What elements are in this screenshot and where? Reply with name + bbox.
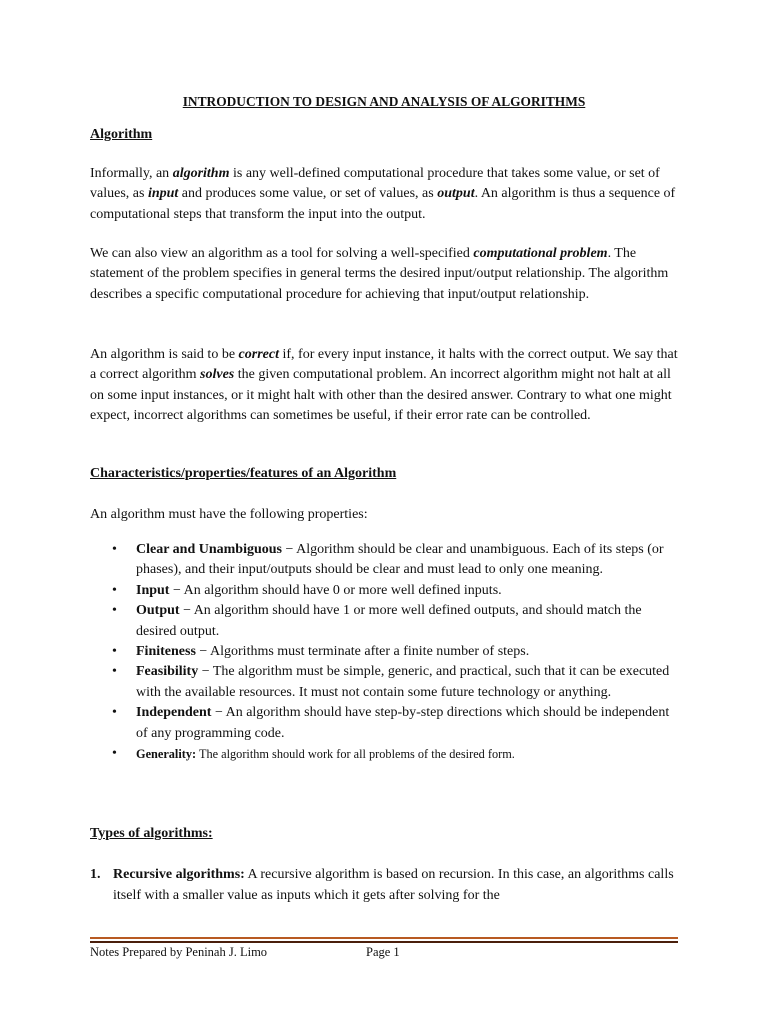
footer-rule-top	[90, 937, 678, 939]
property-text: − An algorithm should have 0 or more well defined inputs.	[169, 582, 502, 598]
property-term: Input	[136, 582, 170, 598]
bullet-icon: •	[112, 664, 117, 680]
footer-rule-bottom	[90, 941, 678, 943]
keyword-algorithm: algorithm	[172, 166, 230, 181]
keyword-input: input	[147, 186, 179, 202]
keyword-output: output	[437, 186, 475, 202]
item-number: 1.	[90, 867, 101, 882]
paragraph-computational-problem	[90, 244, 682, 305]
list-item	[90, 601, 682, 642]
paragraph-correctness	[90, 345, 682, 427]
item-text: A recursive algorithm is based on recursion. In this case, an algorithms calls itself with a smaller value as inputs which it gets after solving for the	[113, 867, 674, 903]
paragraph-definition	[90, 164, 682, 225]
section-heading-characteristics: Characteristics/properties/features of an Algorithm	[90, 466, 397, 481]
list-item	[90, 581, 682, 601]
bullet-icon: •	[112, 746, 117, 762]
property-text: − An algorithm should have 1 or more well defined outputs, and should match the desired output.	[136, 603, 642, 639]
paragraph-text: Informally, an	[90, 166, 173, 181]
properties-intro: An algorithm must have the following properties:	[90, 507, 368, 522]
paragraph-text: is any well-defined computational procedure that takes some value, or set of values, as	[90, 166, 660, 202]
bullet-icon: •	[112, 603, 117, 619]
property-term: Feasibility	[136, 664, 199, 680]
property-text: − The algorithm must be simple, generic, and practical, such that it can be executed with the available resources. It must not contain some future technology or anything.	[136, 664, 670, 700]
properties-list	[90, 540, 682, 764]
bullet-icon: •	[112, 644, 117, 660]
keyword-correct: correct	[238, 347, 279, 362]
paragraph-text: and produces some value, or set of values, as	[178, 186, 438, 202]
property-term: Generality:	[136, 747, 197, 762]
property-text: The algorithm should work for all problems of the desired form.	[196, 747, 515, 762]
document-title: INTRODUCTION TO DESIGN AND ANALYSIS OF ALGORITHMS	[182, 94, 586, 109]
section-heading-algorithm: Algorithm	[90, 127, 153, 142]
paragraph-text: . An algorithm is thus a sequence of computational steps that transform the input into the output.	[90, 186, 676, 222]
list-item	[90, 744, 682, 764]
property-text: − An algorithm should have step-by-step directions which should be independent of any programming code.	[136, 705, 670, 741]
property-term: Output	[136, 603, 180, 619]
item-body	[90, 864, 682, 906]
paragraph-text: We can also view an algorithm as a tool for solving a well-specified	[90, 246, 474, 261]
paragraph-text: . The statement of the problem specifies in general terms the desired input/output relationship. The algorithm describes a specific computational procedure for achieving that input/output relationship.	[90, 246, 669, 302]
list-item	[90, 540, 682, 581]
item-term: Recursive algorithms:	[113, 867, 245, 882]
paragraph-text: the given computational problem. An incorrect algorithm might not halt at all on some input instances, or it might halt with other than the desired answer. Contrary to what one might expect, incorrect algorithms can sometimes be useful, if their error rate can be controlled.	[90, 367, 672, 424]
keyword-solves: solves	[200, 367, 235, 383]
list-item	[90, 642, 682, 662]
keyword-computational-problem: computational problem	[473, 246, 608, 261]
property-term: Finiteness	[136, 644, 196, 660]
section-heading-types: Types of algorithms:	[90, 826, 213, 841]
bullet-icon: •	[112, 582, 117, 598]
paragraph-text: if, for every input instance, it halts with the correct output. We say that a correct algorithm	[90, 347, 678, 383]
property-text: − Algorithm should be clear and unambiguous. Each of its steps (or phases), and their input/outputs should be clear and must lead to only one meaning.	[136, 542, 664, 578]
bullet-icon: •	[112, 542, 117, 557]
paragraph-text: An algorithm is said to be	[90, 347, 239, 362]
property-text: − Algorithms must terminate after a finite number of steps.	[195, 644, 530, 660]
numbered-item-recursive	[90, 864, 682, 906]
property-term: Independent	[136, 705, 212, 721]
list-item	[90, 662, 682, 703]
list-item	[90, 703, 682, 744]
footer-author: Notes Prepared by Peninah J. Limo	[90, 945, 268, 959]
footer-page-number: Page 1	[366, 945, 400, 959]
bullet-icon: •	[112, 705, 117, 721]
property-term: Clear and Unambiguous	[136, 542, 283, 557]
